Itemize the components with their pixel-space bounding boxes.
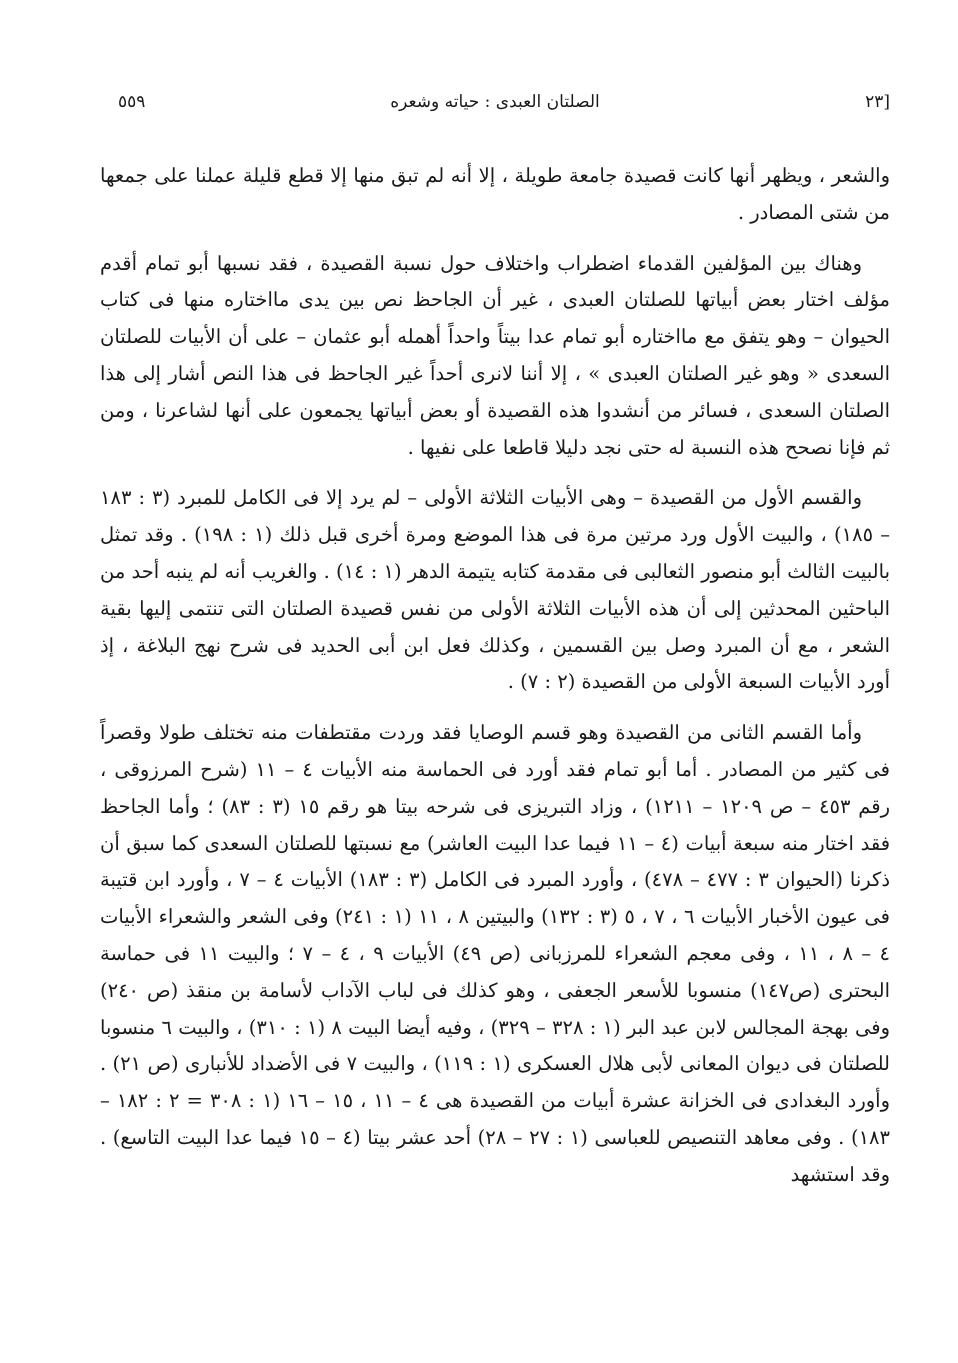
paragraph-continuation: والشعر ، ويظهر أنها كانت قصيدة جامعة طويلة ، إلا أنه لم تبق منها إلا قطع قليلة عملنا على جمعها من شتى المصادر . xyxy=(100,164,890,224)
paragraph-first-section: والقسم الأول من القصيدة – وهى الأبيات الثلاثة الأولى – لم يرد إلا فى الكامل للمبرد (٣ : ١٨٣ – ١٨٥) ، والبيت الأول ورد مرتين مرة فى هذا الموضع ومرة أخرى قبل ذلك (١ : ١٩٨) . وقد تمثل بالبيت الثالث أبو منصور الثعالبى فى مقدمة كتابه يتيمة الدهر (١ : ١٤) . والغريب أنه لم ينبه أحد من الباحثين المحدثين إلى أن هذه الأبيات الثلاثة الأولى من نفس قصيدة الصلتان التى تنتمى إليها بقية الشعر ، مع أن المبرد وصل بين القسمين ، وكذلك فعل ابن أبى الحديد فى شرح نهج البلاغة ، إذ أورد الأبيات السبعة الأولى من القصيدة (٢ : ٧) . xyxy=(100,486,891,694)
paragraph-second-section: وأما القسم الثانى من القصيدة وهو قسم الوصايا فقد وردت مقتطفات منه تختلف طولا وقصراً فى كثير من المصادر . أما أبو تمام فقد أورد فى الحماسة منه الأبيات ٤ – ١١ (شرح المرزوقى ، رقم ٤٥٣ – ص ١٢٠٩ – ١٢١١) ، وزاد التبريزى فى شرحه بيتا هو رقم ١٥ (٣ : ٨٣) ؛ وأما الجاحظ فقد اختار منه سبعة أبيات (٤ – ١١ فيما عدا البيت العاشر) مع نسبتها للصلتان السعدى كما سبق أن ذكرنا (الحيوان ٣ : ٤٧٧ – ٤٧٨) ، وأورد المبرد فى الكامل (٣ : ١٨٣) الأبيات ٤ – ٧ ، وأورد ابن قتيبة فى عيون الأخبار الأبيات ٦ ، ٧ ، ٥ (٣ : ١٣٢) والبيتين ٨ ، ١١ (١ : ٢٤١) وفى الشعر والشعراء الأبيات ٤ – ٨ ، ١١ ، وفى معجم الشعراء للمرزبانى (ص ٤٩) الأبيات ٩ ، ٤ – ٧ ؛ والبيت ١١ فى حماسة البحترى (ص١٤٧) منسوبا للأسعر الجعفى ، وهو كذلك فى لباب الآداب لأسامة بن منقذ (ص ٢٤٠) وفى بهجة المجالس لابن عبد البر (١ : ٣٢٨ – ٣٢٩) ، وفيه أيضا البيت ٨ (١ : ٣١٠) ، والبيت ٦ منسوبا للصلتان فى ديوان المعانى لأبى هلال العسكرى (١ : ١١٩) ، والبيت ٧ فى الأضداد للأنبارى (ص ٢١) . وأورد البغدادى فى الخزانة عشرة أبيات من القصيدة هى ٤ – ١١ ، ١٥ – ١٦ (١ : ٣٠٨ = ٢ : ١٨٢ – ١٨٣) . وفى معاهد التنصيص للعباسى (١ : ٢٧ – ٢٨) أحد عشر بيتا (٤ – ١٥ فيما عدا البيت التاسع) . وقد استشهد xyxy=(100,721,891,1186)
section-mark: [٢٣ xyxy=(865,92,890,112)
body-text xyxy=(100,158,890,1208)
paragraph-attribution: وهناك بين المؤلفين القدماء اضطراب واختلاف حول نسبة القصيدة ، فقد نسبها أبو تمام أقدم مؤلف اختار بعض أبياتها للصلتان العبدى ، غير أن الجاحظ نص بين يدى مااختاره منها فى كتاب الحيوان – وهو يتفق مع مااختاره أبو تمام عدا بيتاً واحداً أهمله أبو عثمان – على أن الأبيات للصلتان السعدى « وهو غير الصلتان العبدى » ، إلا أننا لانرى أحداً غير الجاحظ فى هذا النص أشار إلى هذا الصلتان السعدى ، فسائر من أنشدوا هذه القصيدة أو بعض أبياتها يجمعون على أنها لشاعرنا ، ومن ثم فإنا نصحح هذه النسبة له حتى نجد دليلا قاطعا على نفيها . xyxy=(100,251,890,459)
page-number: ٥٥٩ xyxy=(118,92,146,112)
running-title: الصلتان العبدى : حياته وشعره xyxy=(390,92,600,112)
running-header xyxy=(100,92,890,122)
